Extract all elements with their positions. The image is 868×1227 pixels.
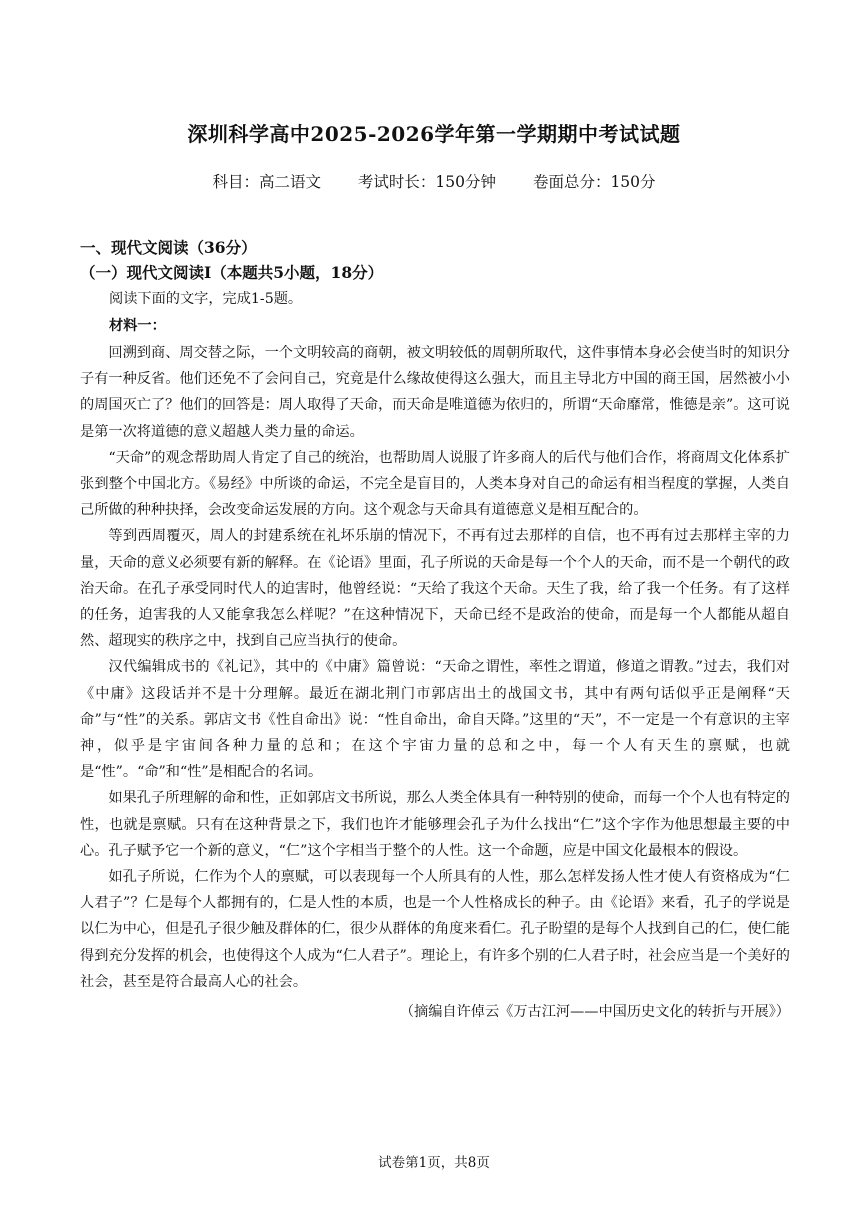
section-modern-reading	[80, 236, 790, 1025]
passage-paragraph: 等到西周覆灭，周人的封建系统在礼坏乐崩的情况下，不再有过去那样的自信，也不再有过去那样主宰的力量，天命的意义必须要有新的解释。在《论语》里面，孔子所说的天命是每一个个人的天命，而不是一个朝代的政治天命。在孔子承受同时代人的迫害时，他曾经说：“天给了我这个天命。天生了我，给了我一个任务。有了这样的任务，迫害我的人又能拿我怎么样呢？”在这种情况下，天命已经不是政治的使命，而是每一个人都能从超自然、超现实的秩序之中，找到自己应当执行的使命。	[80, 528, 790, 650]
duration-label: 考试时长：150分钟	[357, 173, 496, 191]
passage-paragraph: 汉代编辑成书的《礼记》，其中的《中庸》篇曾说：“天命之谓性，率性之谓道，修道之谓教。”过去，我们对《中庸》这段话并不是十分理解。最近在湖北荆门市郭店出土的战国文书，其中有两句话似乎正是阐释“天命”与“性”的关系。郭店文书《性自命出》说：“性自命出，命自天降。”这里的“天”，不一定是一个有意识的主宰神，似乎是宇宙间各种力量的总和；在这个宇宙力量的总和之中，每一个人有天生的禀赋，也就是“性”。“命”和“性”是相配合的名词。	[80, 659, 790, 781]
passage-paragraph: 如孔子所说，仁作为个人的禀赋，可以表现每一个人所具有的人性，那么怎样发扬人性才使人有资格成为“仁人君子”？仁是每个人都拥有的，仁是人性的本质，也是一个人性格成长的种子。由《论语》来看，孔子的学说是以仁为中心，但是孔子很少触及群体的仁，很少从群体的角度来看仁。孔子盼望的是每个人找到自己的仁，使仁能得到充分发挥的机会，也使得这个人成为“仁人君子”。理论上，有许多个别的仁人君子时，社会应当是一个美好的社会，甚至是符合最高人心的社会。	[80, 869, 790, 990]
subsection-heading: （一）现代文阅读Ⅰ（本题共5小题，18分）	[80, 263, 384, 282]
passage-paragraph: “天命”的观念帮助周人肯定了自己的统治，也帮助周人说服了许多商人的后代与他们合作，将商周文化体系扩张到整个中国北方。《易经》中所谈的命运，不完全是盲目的，人类本身对自己的命运有相当程度的掌握，人类自己所做的种种抉择，会改变命运发展的方向。这个观念与天命具有道德意义是相互配合的。	[80, 449, 790, 519]
passage-paragraph: 如果孔子所理解的命和性，正如郭店文书所说，那么人类全体具有一种特别的使命，而每一个个人也有特定的性，也就是禀赋。只有在这种背景之下，我们也许才能够理会孔子为什么找出“仁”这个字作为他思想最主要的中心。孔子赋予它一个新的意义，“仁”这个字相当于整个的人性。这一个命题，应是中国文化最根本的假设。	[80, 790, 790, 859]
instruction-text: 阅读下面的文字，完成1-5题。	[109, 291, 303, 307]
material-label: 材料一：	[109, 318, 166, 334]
page-footer: 试卷第1页，共8页	[378, 1155, 490, 1171]
passage-source: （摘编自许倬云《万古江河——中国历史文化的转折与开展》）	[399, 1004, 790, 1021]
subject-label: 科目：高二语文	[212, 173, 321, 191]
section-heading: 一、现代文阅读（36分）	[80, 238, 257, 257]
exam-title: 深圳科学高中2025-2026学年第一学期期中考试试题	[187, 122, 681, 146]
passage-paragraph: 回溯到商、周交替之际，一个文明较高的商朝，被文明较低的周朝所取代，这件事情本身必会使当时的知识分子有一种反省。他们还免不了会问自己，究竟是什么缘故使得这么强大，而且主导北方中国的商王国，居然被小小的周国灭亡了？他们的回答是：周人取得了天命，而天命是唯道德为依归的，所谓“天命靡常，惟德是亲”。这可说是第一次将道德的意义超越人类力量的命运。	[80, 345, 790, 440]
total-score-label: 卷面总分：150分	[532, 173, 656, 191]
exam-meta	[0, 170, 868, 192]
